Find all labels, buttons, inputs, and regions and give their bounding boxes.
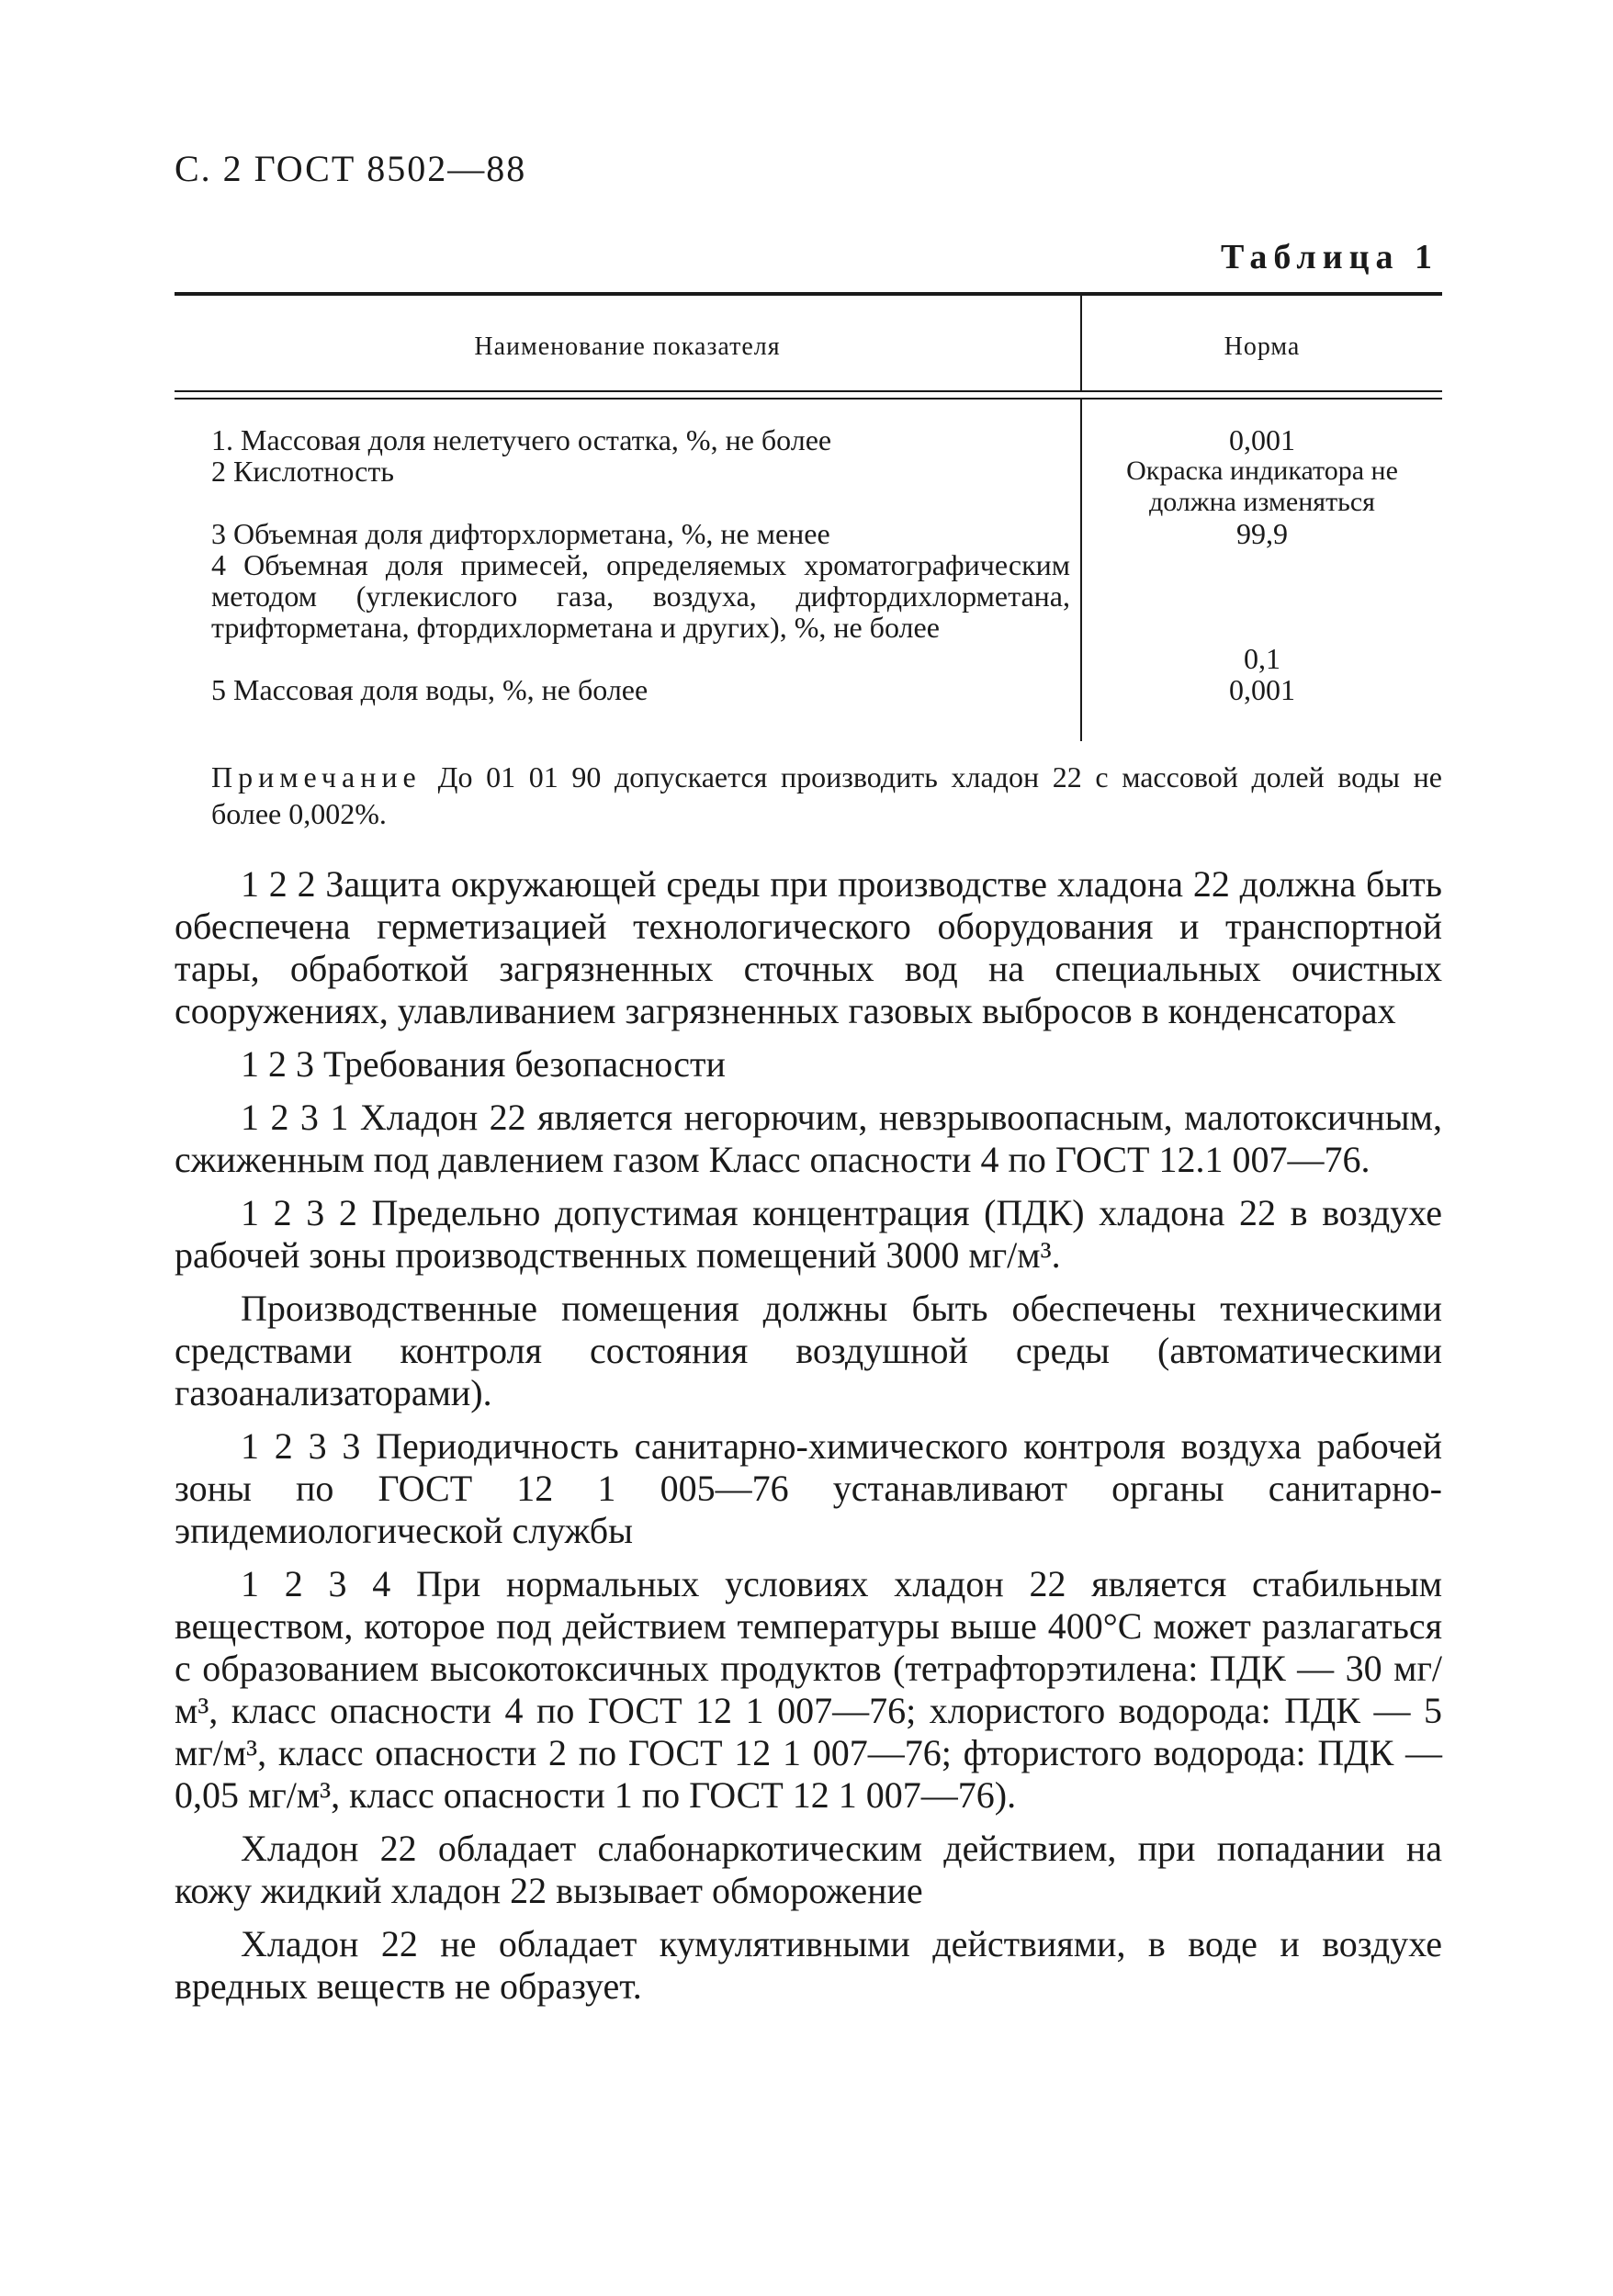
table-header-rule-double — [175, 398, 1442, 400]
table-row-4-norm-cell — [1082, 549, 1442, 674]
table-row-3-text: 3 Объемная доля дифторхлорметана, %, не менее — [211, 517, 830, 550]
column-header-norm: Норма — [1224, 332, 1301, 361]
table-top-rule — [175, 292, 1442, 296]
table-header-rule — [175, 390, 1442, 392]
table-row-5-norm: 0,001 — [1229, 673, 1295, 706]
table-note — [211, 759, 1442, 832]
table-row-5-text: 5 Массовая доля воды, %, не более — [211, 673, 649, 706]
column-header-name: Наименование показателя — [474, 332, 781, 361]
table-row-1-norm: 0,001 — [1229, 423, 1295, 456]
table-label: Таблица 1 — [1220, 238, 1438, 276]
paragraph-1-2-3-1: 1 2 3 1 Хладон 22 является негорючим, невзрывоопасным, малотоксичным, сжиженным под давлением газом Класс опасности 4 по ГОСТ 12.1 007—76. — [175, 1097, 1442, 1180]
table-row-1-text: 1. Массовая доля нелетучего остатка, %, не более — [211, 423, 832, 456]
paragraph-cumulative: Хладон 22 не обладает кумулятивными действиями, в воде и воздухе вредных веществ не образует. — [175, 1923, 1442, 2007]
table-row-4-norm: 0,1 — [1244, 642, 1280, 675]
paragraph-narcotic: Хладон 22 обладает слабонаркотическим действием, при попадании на кожу жидкий хладон 22 вызывает обморожение — [175, 1828, 1442, 1911]
table-row-2-norm: Окраска индикатора не должна изменяться — [1126, 456, 1398, 517]
paragraph-premises: Производственные помещения должны быть обеспечены техническими средствами контроля состояния воздушной среды (автоматическими газоанализаторами). — [175, 1288, 1442, 1413]
body-text — [175, 863, 1442, 2019]
paragraph-1-2-3-2: 1 2 3 2 Предельно допустимая концентрация (ПДК) хладона 22 в воздухе рабочей зоны производственных помещений 3000 мг/м³. — [175, 1192, 1442, 1276]
paragraph-1-2-3: 1 2 3 Требования безопасности — [241, 1043, 726, 1085]
table-norm-column — [1082, 424, 1442, 705]
table-row-2-text: 2 Кислотность — [211, 455, 394, 488]
paragraph-1-2-3-4: 1 2 3 4 При нормальных условиях хладон 22 является стабильным веществом, которое под действием температуры выше 400°С может разлагаться с образованием высокотоксичных продуктов (тетрафторэтилена: ПДК — 30 мг/м³, класс опасности 4 по ГОСТ 12 1 007—76; хлористого водорода: ПДК — 5 мг/м³, класс опасности 2 по ГОСТ 12 1 007—76; фтористого водорода: ПДК — 0,05 мг/м³, класс опасности 1 по ГОСТ 12 1 007—76). — [175, 1563, 1442, 1816]
page-header: С. 2 ГОСТ 8502—88 — [175, 148, 527, 189]
table-row-3-norm: 99,9 — [1236, 517, 1288, 550]
table-row-4-text: 4 Объемная доля примесей, определяемых хроматографическим методом (углекислого газа, воздуха, дифтордихлорметана, трифторметана, фтордихлорметана и других), %, не более — [211, 548, 1070, 644]
table-indicator-column — [211, 424, 1070, 705]
paragraph-1-2-3-3: 1 2 3 3 Периодичность санитарно-химического контроля воздуха рабочей зоны по ГОСТ 12 1 005—76 устанавливают органы санитарно-эпидемиологической службы — [175, 1425, 1442, 1551]
note-label: Примечание — [211, 760, 422, 793]
note-text: До 01 01 90 допускается производить хладон 22 с массовой долей воды не более 0,002%. — [211, 760, 1442, 830]
paragraph-1-2-2: 1 2 2 Защита окружающей среды при производстве хладона 22 должна быть обеспечена герметизацией технологического оборудования и транспортной тары, обработкой загрязненных сточных вод на специальных очистных сооружениях, улавливанием загрязненных газовых выбросов в конденсаторах — [175, 863, 1442, 1031]
